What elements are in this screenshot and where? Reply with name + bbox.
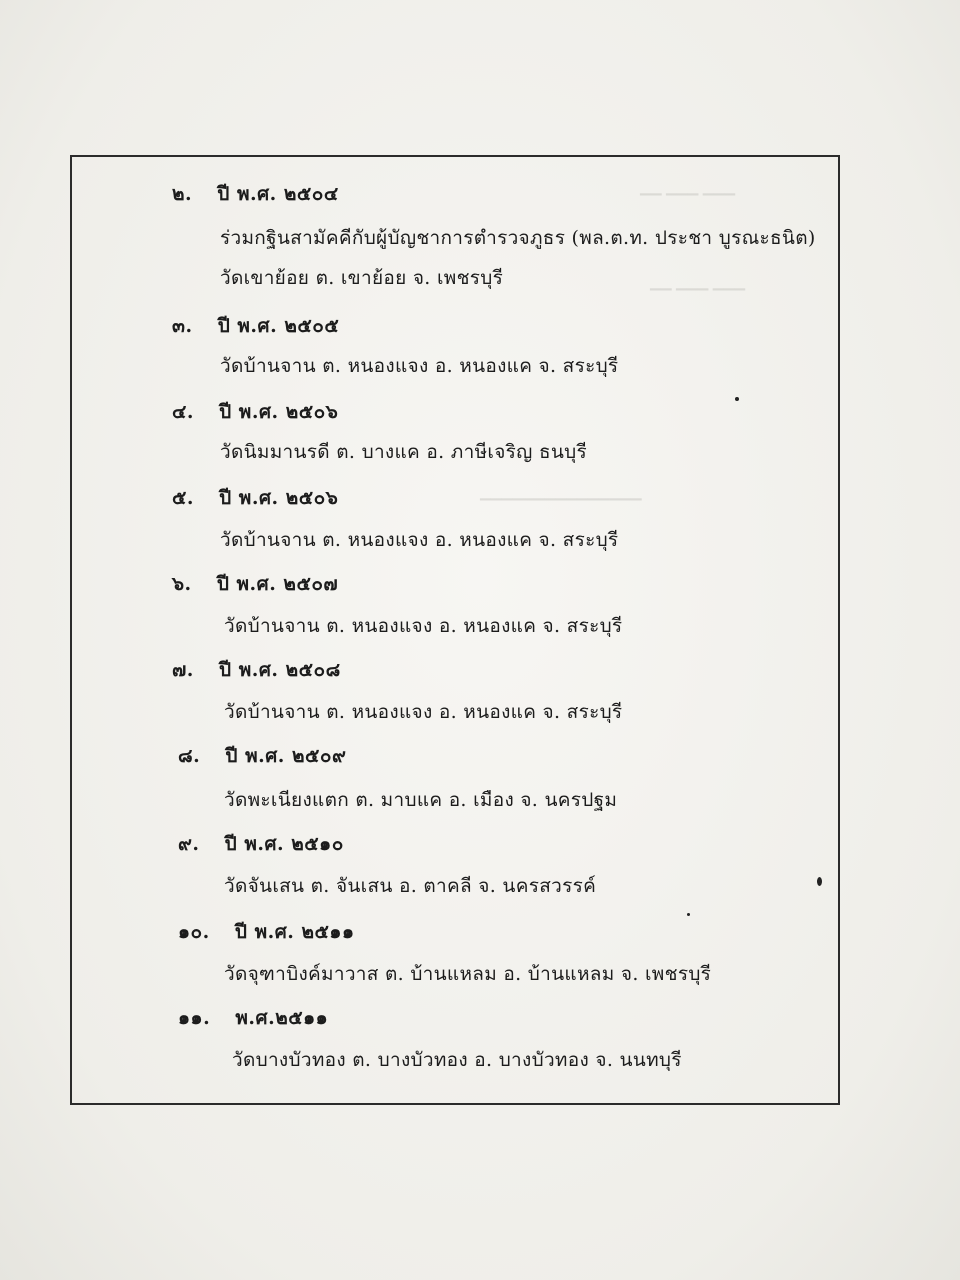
entry-heading — [178, 741, 346, 771]
entry-year: ปี พ.ศ. ๒๕๐๕ — [217, 315, 340, 337]
entry-number: ๒. — [172, 183, 193, 205]
entry-year: ปี พ.ศ. ๒๕๐๗ — [216, 573, 339, 595]
bleed-through-mark: ▁▁ ▁▁▁ ▁▁▁ — [650, 275, 746, 291]
entry-line: วัดบ้านจาน ต. หนองแจง อ. หนองแค จ. สระบุรี — [220, 355, 619, 377]
scan-speck — [687, 913, 690, 916]
entry-number: ๕. — [172, 487, 194, 509]
entry-number: ๙. — [178, 833, 200, 855]
entry-line: วัดจันเสน ต. จันเสน อ. ตาคลี จ. นครสวรรค์ — [224, 875, 597, 897]
entry-year: ปี พ.ศ. ๒๕๑๑ — [234, 921, 355, 943]
entry-heading — [178, 829, 344, 859]
bleed-through-mark: ▁▁▁▁▁▁▁▁▁▁▁▁▁▁▁ — [480, 485, 642, 501]
entry-number: ๑๑. — [178, 1007, 211, 1029]
scan-speck — [735, 397, 739, 401]
entry-number: ๗. — [172, 659, 194, 681]
entry-heading — [172, 569, 338, 599]
entry-line: ร่วมกฐินสามัคคีกับผู้บัญชาการตำรวจภูธร (พล.ต.ท. ประชา บูรณะธนิต) — [220, 227, 816, 249]
entry-line: วัดบ้านจาน ต. หนองแจง อ. หนองแค จ. สระบุรี — [224, 615, 623, 637]
entry-year: ปี พ.ศ. ๒๕๐๖ — [219, 487, 339, 509]
entry-line: วัดนิมมานรดี ต. บางแค อ. ภาษีเจริญ ธนบุรี — [220, 441, 588, 463]
bleed-through-mark: ▁▁ ▁▁▁ ▁▁▁ — [640, 180, 736, 196]
entry-line: วัดบ้านจาน ต. หนองแจง อ. หนองแค จ. สระบุรี — [220, 529, 619, 551]
entry-year: ปี พ.ศ. ๒๕๐๖ — [219, 401, 339, 423]
entry-year: ปี พ.ศ. ๒๕๐๙ — [225, 745, 347, 767]
entry-heading — [172, 397, 338, 427]
entry-line: วัดเขาย้อย ต. เขาย้อย จ. เพชรบุรี — [220, 267, 504, 289]
entry-year: ปี พ.ศ. ๒๕๑๐ — [224, 833, 344, 855]
entry-heading — [172, 179, 339, 209]
entry-line: วัดบ้านจาน ต. หนองแจง อ. หนองแค จ. สระบุรี — [224, 701, 623, 723]
entry-number: ๓. — [172, 315, 193, 337]
scan-speck — [817, 877, 822, 886]
entry-heading — [172, 311, 339, 341]
entry-line: วัดบางบัวทอง ต. บางบัวทอง อ. บางบัวทอง จ. นนทบุรี — [232, 1049, 682, 1071]
entry-number: ๔. — [172, 401, 194, 423]
entry-line: วัดพะเนียงแตก ต. มาบแค อ. เมือง จ. นครปฐม — [224, 789, 618, 811]
entry-heading — [172, 483, 338, 513]
entry-heading — [178, 917, 355, 947]
entry-number: ๖. — [172, 573, 192, 595]
entry-year: ปี พ.ศ. ๒๕๐๔ — [217, 183, 339, 205]
entry-year: พ.ศ.๒๕๑๑ — [235, 1007, 329, 1029]
entry-number: ๘. — [178, 745, 201, 767]
entry-year: ปี พ.ศ. ๒๕๐๘ — [219, 659, 341, 681]
document-frame — [70, 155, 840, 1105]
entry-heading — [178, 1003, 328, 1033]
entry-heading — [172, 655, 341, 685]
entry-number: ๑๐. — [178, 921, 210, 943]
entry-line: วัดจุฑาบิงค์มาวาส ต. บ้านแหลม อ. บ้านแหลม จ. เพชรบุรี — [224, 963, 712, 985]
